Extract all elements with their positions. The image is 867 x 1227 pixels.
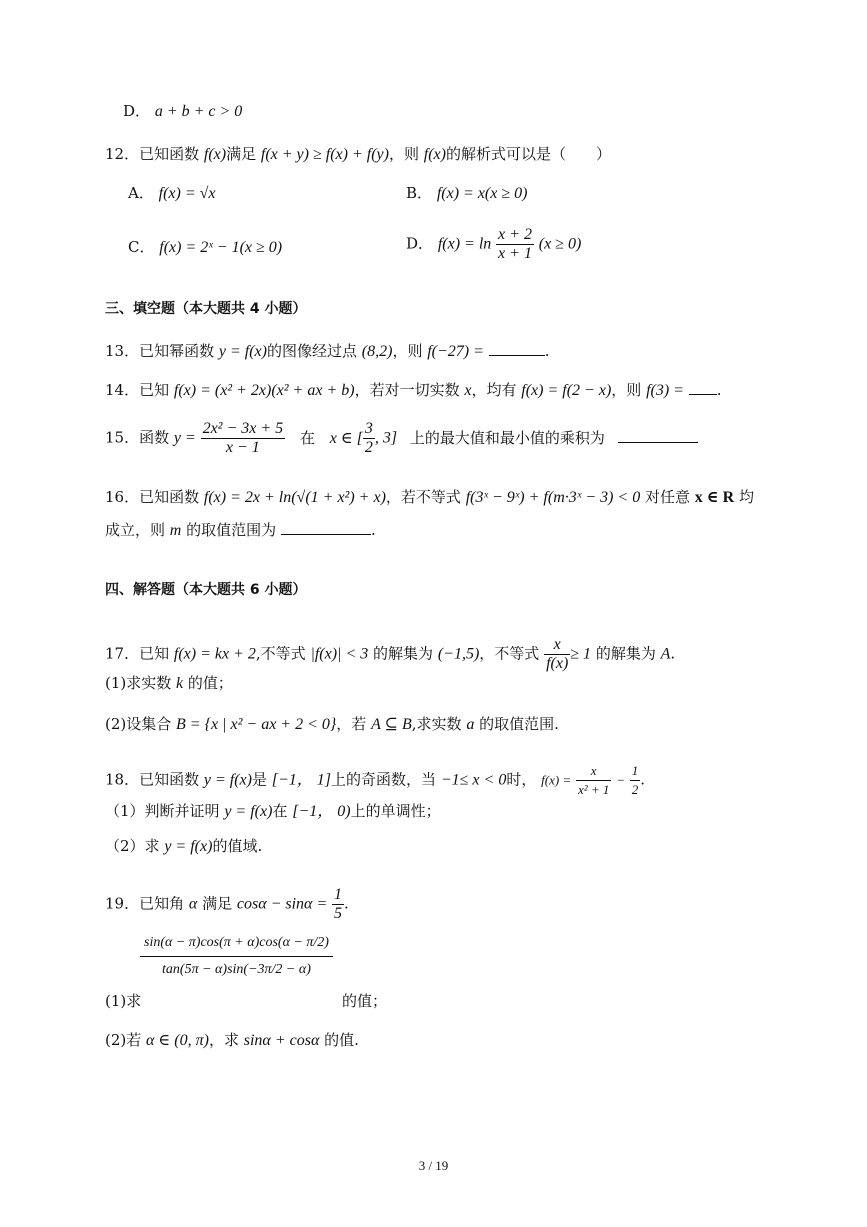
- q14: 14．已知 f(x) = (x² + 2x)(x² + ax + b)，若对一切实数 x，均有 f(x) = f(2 − x)，则 f(3) = .: [105, 381, 722, 399]
- q18-part-1: （1）判断并证明 y = f(x)在 [−1， 0)上的单调性；: [105, 802, 441, 820]
- q12-option-d-fraction: $\frac{x + 2}{x + 1}$: [498, 226, 532, 262]
- q17-part-1: (1)求实数 k 的值；: [105, 674, 233, 692]
- q14-answer-blank[interactable]: [689, 380, 717, 395]
- q19-big-fraction: [140, 930, 333, 983]
- page-number: 3 / 19: [418, 1158, 449, 1173]
- q19-part-2: (2)若 α ∈ (0, π)，求 sinα + cosα 的值.: [105, 1031, 359, 1049]
- q17-part-2: (2)设集合 B = {x | x² − ax + 2 < 0}，若 A ⊆ B,求实数 a 的取值范围.: [105, 715, 559, 733]
- q16-line-1: 16．已知函数 f(x) = 2x + ln(√(1 + x²) + x)，若不等式 f(3ˣ − 9ˣ) + f(m·3ˣ − 3) < 0 对任意 x ∈ R 均: [105, 488, 754, 506]
- q19-big-numerator: sin(α − π)cos(π + α)cos(α − π/2): [140, 930, 333, 957]
- q16-answer-blank[interactable]: [281, 520, 371, 535]
- q11-option-d-expression: a + b + c > 0: [154, 103, 243, 120]
- q12-option-c: C． f(x) = 2ˣ − 1(x ≥ 0): [128, 238, 283, 256]
- q17-inequality-fraction: $\frac{x}{f(x)}$: [546, 636, 569, 672]
- q19-fraction: $\frac{1}{5}$: [334, 886, 343, 922]
- q12-option-a: A． f(x) = √x: [128, 184, 216, 202]
- q18-fraction-1: $\frac{x}{\text{x² + 1}}$: [577, 763, 610, 797]
- q19-big-denominator: tan(5π − α)sin(−3π/2 − α): [162, 962, 311, 977]
- q13-answer-blank[interactable]: [489, 341, 545, 356]
- q12-option-d: D． f(x) = ln $\frac{x + 2}{x + 1}$ (x ≥ 0): [406, 226, 582, 262]
- q18-stem: 18．已知函数 y = f(x)是 [−1， 1]上的奇函数，当 −1≤ x < 0时， f(x) = $\frac{x}{\text{x² + 1}}$ − $\frac{1}{2}$ .: [105, 763, 646, 797]
- q12-stem: 12．已知函数 f(x)满足 f(x + y) ≥ f(x) + f(y)，则 f(x)的解析式可以是（ ）: [105, 145, 611, 163]
- q15: 15．函数 y = $\frac{\text{2x² − 3x + 5}}{x - 1}$ 在 x ∈ [ $\frac{3}{2}$ , 3] 上的最大值和最小值的乘积为: [105, 420, 698, 457]
- q16-line-2: 成立，则 m 的取值范围为 .: [105, 521, 376, 539]
- q12-condition: f(x + y) ≥ f(x) + f(y): [260, 146, 389, 163]
- q18-fraction-2: $\frac{1}{2}$: [631, 763, 639, 797]
- q18-part-2: （2）求 y = f(x)的值域.: [105, 837, 263, 855]
- q17-stem: 17．已知 f(x) = kx + 2,不等式 |f(x)| < 3 的解集为 (−1,5)，不等式 $\frac{x}{f(x)}$ ≥ 1 的解集为 A.: [105, 636, 676, 672]
- q13: 13．已知幂函数 y = f(x)的图像经过点 (8,2)，则 f(−27) = .: [105, 342, 550, 360]
- q19-stem: 19．已知角 α 满足 cosα − sinα = $\frac{1}{5}$ .: [105, 886, 349, 922]
- q19-part-1: (1)求 的值；: [105, 992, 388, 1010]
- q11-option-d: D． a + b + c > 0: [123, 102, 243, 120]
- q12-option-b: B． f(x) = x(x ≥ 0): [406, 184, 528, 202]
- section-3-heading: 三、填空题（本大题共 4 小题）: [105, 301, 307, 317]
- q15-interval-fraction: $\frac{3}{2}$: [364, 420, 373, 456]
- section-4-heading: 四、解答题（本大题共 6 小题）: [105, 582, 307, 598]
- q15-answer-blank[interactable]: [618, 428, 698, 443]
- q15-function-fraction: $\frac{\text{2x² − 3x + 5}}{x - 1}$: [202, 420, 284, 456]
